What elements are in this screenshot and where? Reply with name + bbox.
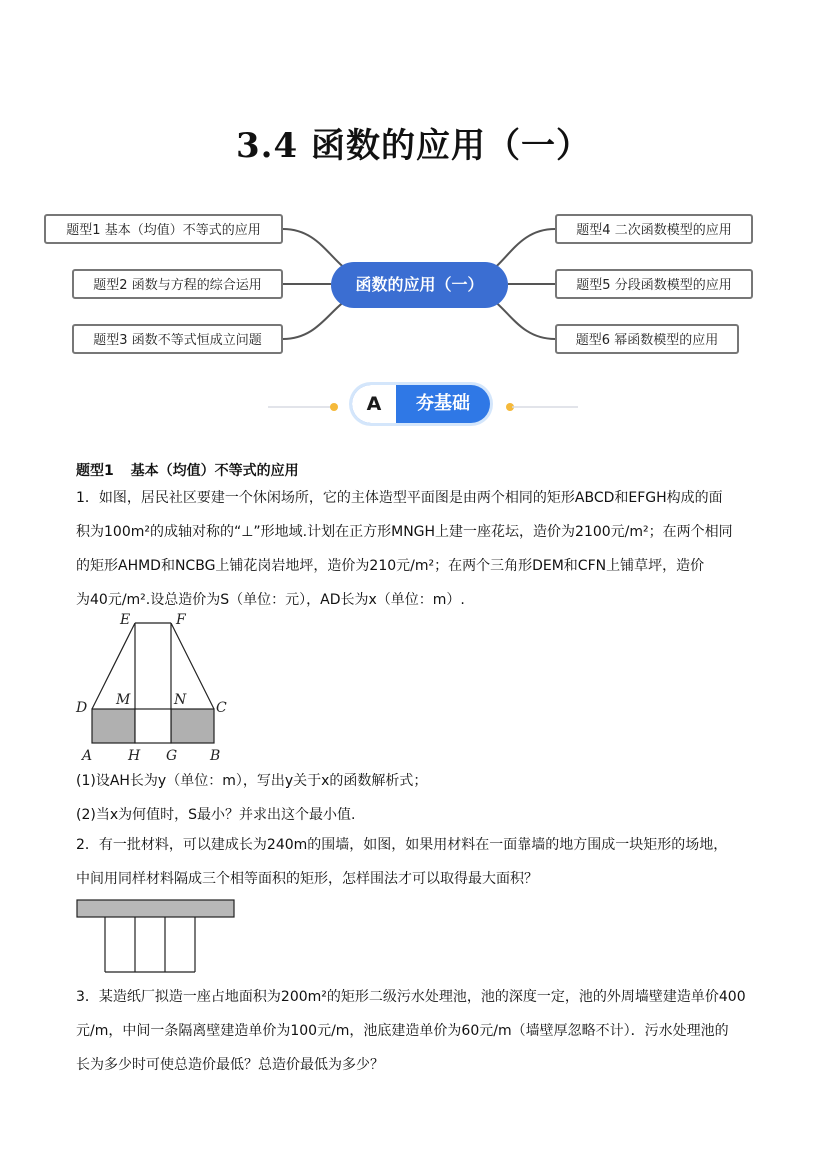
mindmap-node-type1: 题型1 基本（均值）不等式的应用 (44, 214, 283, 244)
label-E: E (120, 612, 131, 628)
badge-pill (352, 385, 490, 423)
mindmap-node-type6: 题型6 幂函数模型的应用 (555, 324, 739, 354)
mindmap-center: 函数的应用（一） (331, 262, 508, 308)
question-1-parts (76, 764, 756, 832)
q1-line-2: 积为100m²的成轴对称的“⊥”形地域.计划在正方形MNGH上建一座花坛，造价为2100元/m²；在两个相同 (76, 524, 733, 540)
q1-sub-1: (1)设AH长为y（单位：m），写出y关于x的函数解析式； (76, 773, 428, 789)
question-3 (76, 980, 756, 1082)
label-F: F (176, 612, 186, 628)
square-MNGH (135, 709, 171, 743)
fence (105, 917, 195, 972)
badge-label: 夯基础 (416, 393, 470, 414)
label-D: D (76, 700, 88, 716)
q3-line-2: 元/m，中间一条隔离壁建造单价为100元/m，池底建造单价为60元/m（墙壁厚忽略不计）．污水处理池的 (76, 1023, 729, 1039)
question-2 (76, 828, 756, 896)
q2-line-1: 2．有一批材料，可以建成长为240m的围墙，如图，如果用材料在一面靠墙的地方围成一块矩形的场地， (76, 837, 728, 853)
section-badge (268, 385, 578, 425)
wall (77, 900, 234, 917)
label-H: H (128, 748, 141, 764)
dot-icon (330, 403, 338, 411)
mindmap-node-type5: 题型5 分段函数模型的应用 (555, 269, 753, 299)
mindmap-node-type2: 题型2 函数与方程的综合运用 (72, 269, 283, 299)
page-title: 3.4 函数的应用（一） (236, 126, 591, 166)
mindmap-node-type3: 题型3 函数不等式恒成立问题 (72, 324, 283, 354)
q1-line-4: 为40元/m².设总造价为S（单位：元），AD长为x（单位：m）. (76, 592, 465, 608)
mindmap-connectors (0, 0, 827, 380)
mindmap-node-type4: 题型4 二次函数模型的应用 (555, 214, 753, 244)
label-A: A (82, 748, 93, 764)
q2-line-2: 中间用同样材料隔成三个相等面积的矩形，怎样围法才可以取得最大面积？ (76, 871, 538, 887)
q1-sub-2: (2)当x为何值时，S最小？并求出这个最小值. (76, 807, 356, 823)
question-1 (76, 481, 756, 617)
section-title: 基本（均值）不等式的应用 (130, 463, 299, 479)
label-C: C (216, 700, 227, 716)
q1-line-3: 的矩形AHMD和NCBG上铺花岗岩地坪，造价为210元/m²；在两个三角形DEM和CFN上铺草坪，造价 (76, 558, 705, 574)
q3-line-1: 3．某造纸厂拟造一座占地面积为200m²的矩形二级污水处理池，池的深度一定，池的外周墙壁建造单价400 (76, 989, 746, 1005)
figure-1 (72, 608, 242, 766)
figure-2 (76, 898, 238, 976)
label-M: M (116, 692, 131, 708)
badge-letter: A (352, 385, 396, 423)
q1-line-1: 1．如图，居民社区要建一个休闲场所，它的主体造型平面图是由两个相同的矩形ABCD和EFGH构成的面 (76, 490, 723, 506)
label-B: B (210, 748, 221, 764)
rect-AHMD (92, 709, 135, 743)
section-label: 题型1 (76, 463, 114, 479)
section-heading (76, 460, 299, 480)
label-G: G (166, 748, 178, 764)
label-N: N (174, 692, 187, 708)
q3-line-3: 长为多少时可使总造价最低？总造价最低为多少？ (76, 1057, 384, 1073)
rect-NCBG (171, 709, 214, 743)
